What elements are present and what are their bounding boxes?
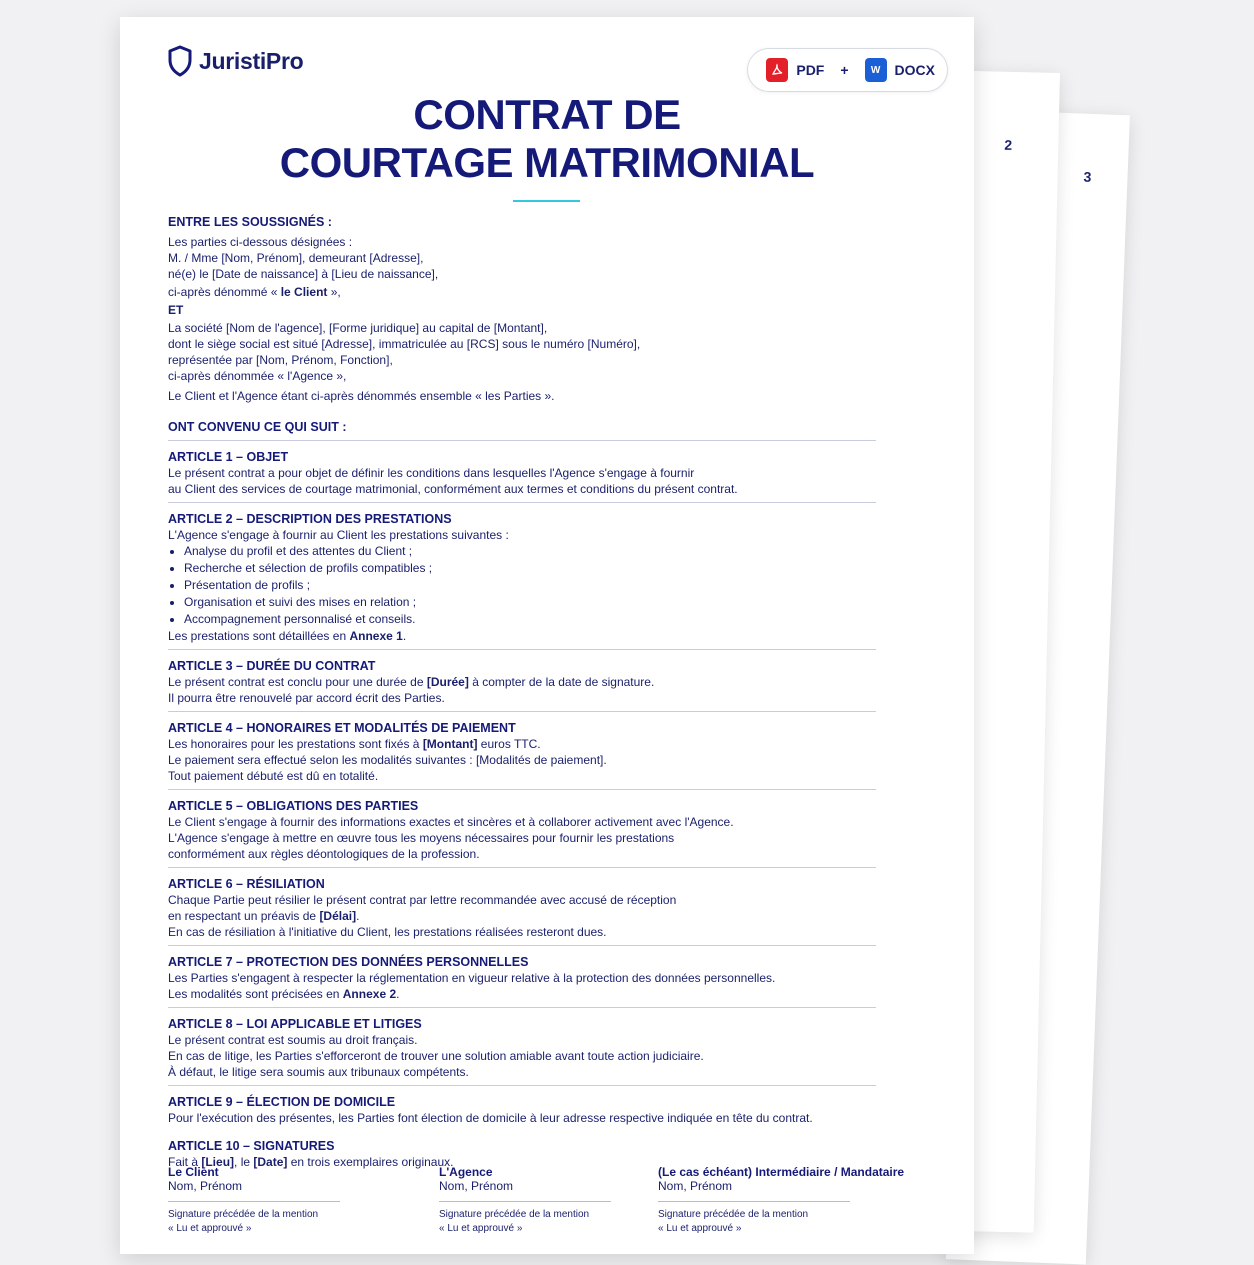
divider bbox=[168, 867, 876, 868]
agency-line-4: ci-après dénommée « l'Agence », bbox=[168, 369, 347, 383]
parties-together: Le Client et l'Agence étant ci-après dénommés ensemble « les Parties ». bbox=[168, 389, 555, 403]
brand-logo bbox=[167, 45, 303, 77]
client-line-2: né(e) le [Date de naissance] à [Lieu de naissance], bbox=[168, 267, 439, 281]
article-2-text: L'Agence s'engage à fournir au Client les prestations suivantes : bbox=[168, 528, 509, 542]
contract-page bbox=[120, 17, 974, 1254]
article-5-text: L'Agence s'engage à mettre en œuvre tous les moyens nécessaires pour fournir les prestations bbox=[168, 831, 675, 845]
list-item: • Présentation de profils ; bbox=[184, 577, 928, 594]
word-icon: W bbox=[865, 58, 887, 82]
list-item: • Recherche et sélection de profils compatibles ; bbox=[184, 560, 928, 577]
article-2-title: ARTICLE 2 – DESCRIPTION DES PRESTATIONS bbox=[168, 512, 452, 526]
agreed-heading: ONT CONVENU CE QUI SUIT : bbox=[168, 420, 347, 434]
article-8-text: À défaut, le litige sera soumis aux tribunaux compétents. bbox=[168, 1065, 469, 1079]
article-4-text: Tout paiement débuté est dû en totalité. bbox=[168, 769, 379, 783]
article-8-text: Le présent contrat est soumis au droit français. bbox=[168, 1033, 418, 1047]
and-separator: ET bbox=[168, 303, 184, 317]
divider bbox=[168, 1085, 876, 1086]
article-3-title: ARTICLE 3 – DURÉE DU CONTRAT bbox=[168, 659, 376, 673]
article-4-text: Les honoraires pour les prestations sont fixés à [Montant] euros TTC. bbox=[168, 737, 541, 751]
title-line-2: COURTAGE MATRIMONIAL bbox=[279, 139, 815, 186]
article-5-text: Le Client s'engage à fournir des informations exactes et sincères et à collaborer activement avec l'Agence. bbox=[168, 815, 734, 829]
agency-line-3: représentée par [Nom, Prénom, Fonction], bbox=[168, 353, 393, 367]
article-6-text: Chaque Partie peut résilier le présent contrat par lettre recommandée avec accusé de réception bbox=[168, 893, 677, 907]
article-9-title: ARTICLE 9 – ÉLECTION DE DOMICILE bbox=[168, 1095, 396, 1109]
format-badge bbox=[747, 48, 948, 92]
article-3-text: Le présent contrat est conclu pour une durée de [Durée] à compter de la date de signature. bbox=[168, 675, 655, 689]
article-8-text: En cas de litige, les Parties s'efforceront de trouver une solution amiable avant toute action judiciaire. bbox=[168, 1049, 704, 1063]
title-line-1: CONTRAT DE bbox=[413, 91, 681, 138]
article-6-text: en respectant un préavis de [Délai]. bbox=[168, 909, 360, 923]
pdf-icon bbox=[766, 58, 788, 82]
page-number: 2 bbox=[1004, 136, 1013, 153]
article-6-title: ARTICLE 6 – RÉSILIATION bbox=[168, 877, 325, 891]
client-line-3: ci-après dénommé « le Client », bbox=[168, 285, 341, 299]
article-7-text: Les modalités sont précisées en Annexe 2. bbox=[168, 987, 400, 1001]
divider bbox=[168, 502, 876, 503]
article-7-title: ARTICLE 7 – PROTECTION DES DONNÉES PERSONNELLES bbox=[168, 955, 529, 969]
article-1-title: ARTICLE 1 – OBJET bbox=[168, 450, 289, 464]
shield-icon bbox=[167, 45, 193, 77]
parties-heading: ENTRE LES SOUSSIGNÉS : bbox=[168, 215, 332, 229]
pdf-label: PDF bbox=[796, 62, 825, 78]
page-number: 3 bbox=[1083, 168, 1092, 185]
article-5-text: conformément aux règles déontologiques de la profession. bbox=[168, 847, 480, 861]
signature-line bbox=[168, 1201, 340, 1202]
brand-name: JuristiPro bbox=[199, 47, 304, 74]
list-item: • Organisation et suivi des mises en relation ; bbox=[184, 594, 928, 611]
article-1-text: au Client des services de courtage matrimonial, conformément aux termes et conditions du présent contrat. bbox=[168, 482, 738, 496]
client-line-1: M. / Mme [Nom, Prénom], demeurant [Adresse], bbox=[168, 251, 424, 265]
article-8-title: ARTICLE 8 – LOI APPLICABLE ET LITIGES bbox=[168, 1017, 422, 1031]
signature-agency: L'Agence Nom, Prénom Signature précédée de la mention « Lu et approuvé » bbox=[439, 1165, 611, 1236]
agency-line-2: dont le siège social est situé [Adresse], immatriculée au [RCS] sous le numéro [Numéro], bbox=[168, 337, 641, 351]
agency-line-1: La société [Nom de l'agence], [Forme juridique] au capital de [Montant], bbox=[168, 321, 548, 335]
article-6-text: En cas de résiliation à l'initiative du Client, les prestations réalisées resteront dues. bbox=[168, 925, 607, 939]
article-7-text: Les Parties s'engagent à respecter la réglementation en vigueur relative à la protection des données personnelles. bbox=[168, 971, 776, 985]
signature-intermediary: (Le cas échéant) Intermédiaire / Mandataire Nom, Prénom Signature précédée de la mention « Lu et approuvé » bbox=[658, 1165, 905, 1234]
article-5-title: ARTICLE 5 – OBLIGATIONS DES PARTIES bbox=[168, 799, 419, 813]
article-9-text: Pour l'exécution des présentes, les Parties font élection de domicile à leur adresse respective indiquée en tête du contrat. bbox=[168, 1111, 813, 1125]
signature-line bbox=[439, 1201, 611, 1202]
article-10-text: Fait à [Lieu], le [Date] en trois exemplaires originaux. bbox=[168, 1155, 454, 1169]
divider bbox=[168, 649, 876, 650]
article-4-text: Le paiement sera effectué selon les modalités suivantes : [Modalités de paiement]. bbox=[168, 753, 607, 767]
divider bbox=[168, 945, 876, 946]
plus-sign: + bbox=[840, 62, 849, 78]
signature-line bbox=[658, 1201, 850, 1202]
contract-body bbox=[168, 214, 928, 1170]
signature-client: Le Client Nom, Prénom Signature précédée de la mention « Lu et approuvé » bbox=[168, 1165, 340, 1236]
list-item: • Analyse du profil et des attentes du Client ; bbox=[184, 543, 928, 560]
article-4-title: ARTICLE 4 – HONORAIRES ET MODALITÉS DE PAIEMENT bbox=[168, 721, 516, 735]
article-3-text: Il pourra être renouvelé par accord écrit des Parties. bbox=[168, 691, 445, 705]
list-item: • Accompagnement personnalisé et conseils. bbox=[184, 611, 928, 628]
divider bbox=[168, 440, 876, 441]
docx-label: DOCX bbox=[894, 62, 935, 78]
divider bbox=[168, 711, 876, 712]
divider bbox=[168, 1007, 876, 1008]
divider bbox=[168, 789, 876, 790]
article-1-text: Le présent contrat a pour objet de définir les conditions dans lesquelles l'Agence s'engage à fournir bbox=[168, 466, 695, 480]
article-10-title: ARTICLE 10 – SIGNATURES bbox=[168, 1139, 335, 1153]
services-list bbox=[168, 543, 928, 628]
title-divider bbox=[513, 200, 580, 202]
parties-intro: Les parties ci-dessous désignées : bbox=[168, 235, 353, 249]
contract-title bbox=[120, 91, 974, 187]
article-2-text: Les prestations sont détaillées en Annexe 1. bbox=[168, 629, 407, 643]
